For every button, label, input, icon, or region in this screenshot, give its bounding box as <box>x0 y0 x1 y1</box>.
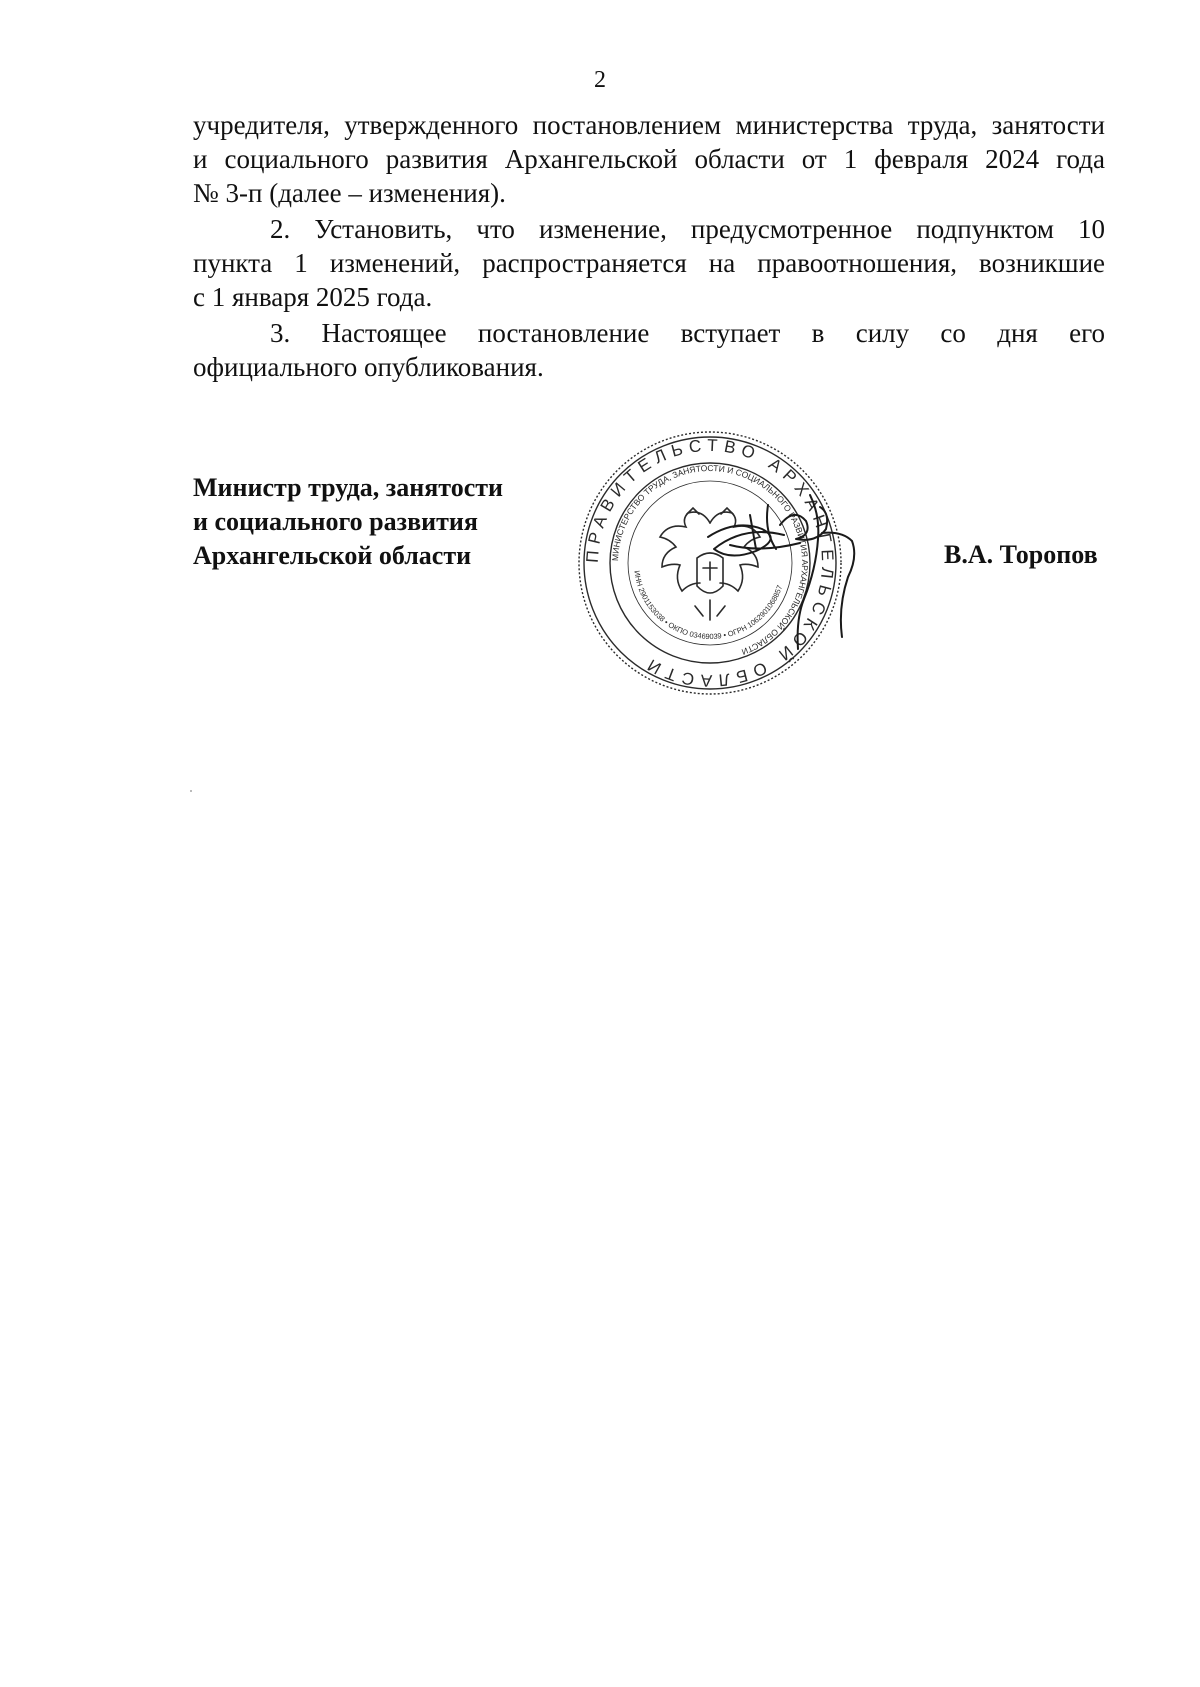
svg-text:ИНН 2901153038 • ОКПО 03469039: ИНН 2901153038 • ОКПО 03469039 • ОГРН 1062901068857 <box>632 569 785 642</box>
svg-text:МИНИСТЕРСТВО ТРУДА, ЗАНЯТОСТИ: МИНИСТЕРСТВО ТРУДА, ЗАНЯТОСТИ И СОЦИАЛЬНОГО РАЗВИТИЯ АРХАНГЕЛЬСКОЙ ОБЛАСТИ <box>609 462 811 658</box>
text-line: с 1 января 2025 года. <box>193 282 433 312</box>
position-line: Министр труда, занятости <box>193 473 504 502</box>
document-body <box>193 108 1105 386</box>
page-number: 2 <box>594 67 606 93</box>
text-line: пункта 1 изменений, распространяется на правоотношения, возникшие <box>193 248 1105 278</box>
text-line: 3. Настоящее постановление вступает в силу со дня его <box>270 318 1105 348</box>
text-line: № 3-п (далее – изменения). <box>193 178 506 208</box>
position-line: Архангельской области <box>193 541 472 570</box>
text-line: официального опубликования. <box>193 352 544 382</box>
svg-text:ПРАВИТЕЛЬСТВО АРХАНГЕЛЬСКОЙ ОБ: ПРАВИТЕЛЬСТВО АРХАНГЕЛЬСКОЙ ОБЛАСТИ <box>582 435 838 691</box>
handwritten-signature <box>690 475 870 655</box>
text-line: 2. Установить, что изменение, предусмотренное подпунктом 10 <box>270 214 1105 244</box>
position-line: и социального развития <box>193 507 478 536</box>
text-line: и социального развития Архангельской области от 1 февраля 2024 года <box>193 144 1105 174</box>
paragraph-item-3 <box>193 316 1105 384</box>
signatory-position <box>193 471 503 573</box>
paragraph-item-2 <box>193 212 1105 314</box>
scan-speck <box>190 790 192 792</box>
text-line: учредителя, утвержденного постановлением министерства труда, занятости <box>193 110 1105 140</box>
signer-name: В.А. Торопов <box>944 540 1098 569</box>
paragraph-continuation <box>193 108 1105 210</box>
